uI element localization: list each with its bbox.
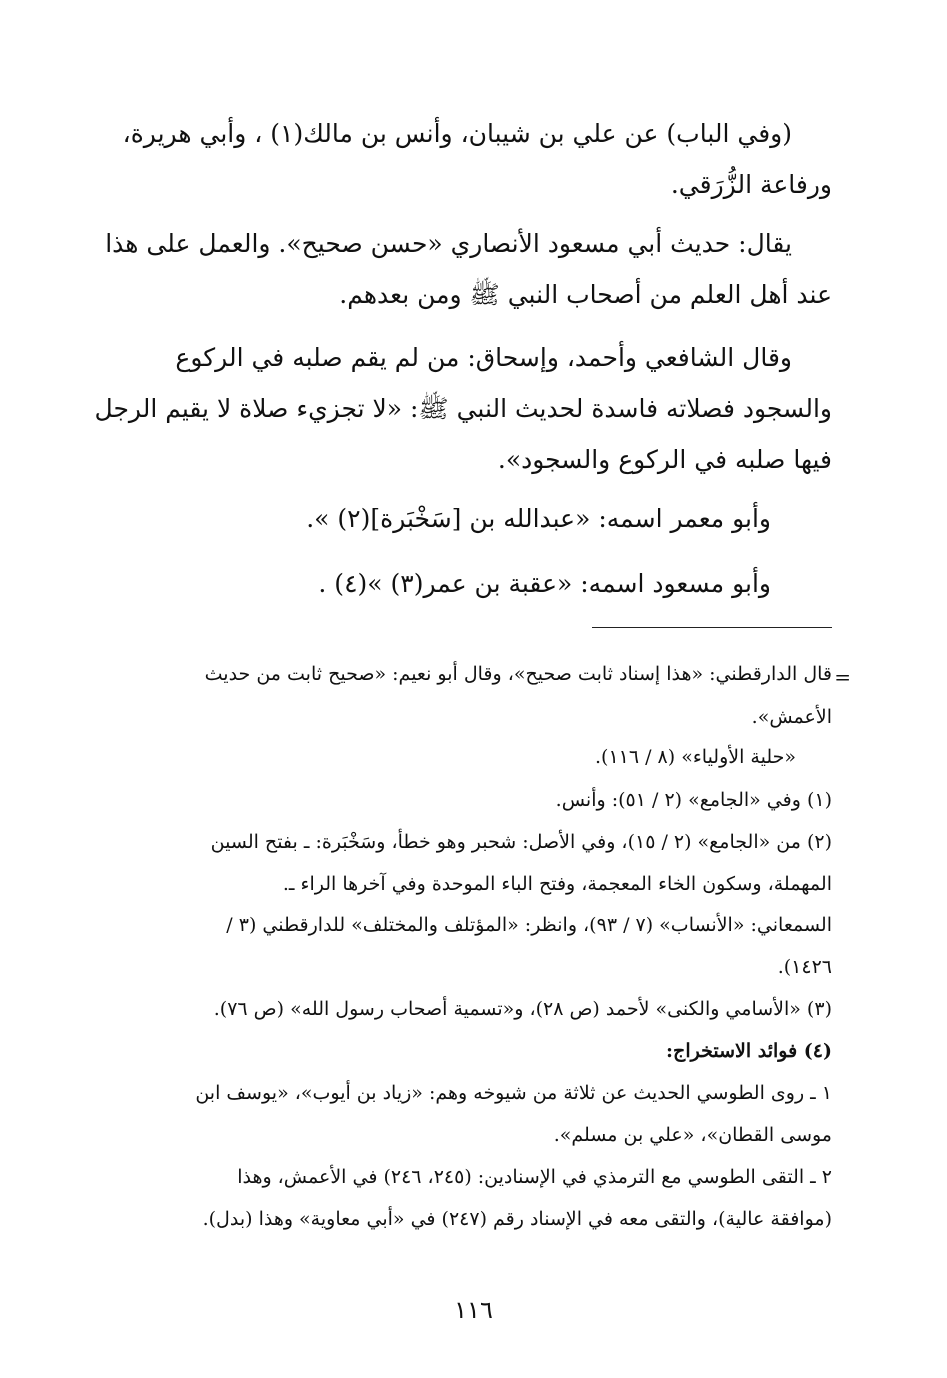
footnote-4-heading: (٤) فوائد الاستخراج: xyxy=(666,1040,832,1062)
page-number: ١١٦ xyxy=(454,1296,493,1324)
paragraph-line: وقال الشافعي وأحمد، وإسحاق: من لم يقم صلبه في الركوع xyxy=(175,343,792,372)
paragraph-grading xyxy=(105,218,832,320)
footnote-separator xyxy=(592,627,832,628)
paragraph-line: والسجود فصلاته فاسدة لحديث النبي ﷺ: «لا تجزيء صلاة لا يقيم الرجل xyxy=(94,394,832,423)
paragraph-line: فيها صلبه في الركوع والسجود». xyxy=(497,445,832,474)
paragraph-line: يقال: حديث أبي مسعود الأنصاري «حسن صحيح». والعمل على هذا xyxy=(105,229,792,258)
footnote-1: (١) وفي «الجامع» (٢ / ٥١): وأنس. xyxy=(555,789,832,811)
paragraph-in-the-chapter xyxy=(108,108,832,210)
paragraph-line: عند أهل العلم من أصحاب النبي ﷺ ومن بعدهم. xyxy=(339,280,832,309)
footnote-4-item-2: (موافقة عالية)، والتقى معه في الإسناد رقم (٢٤٧) في «أبي معاوية» وهذا (بدل). xyxy=(202,1208,832,1230)
footnote-4-item-1: موسى القطان»، «علي بن مسلم». xyxy=(553,1124,832,1146)
continuation-marker: = xyxy=(834,665,851,689)
paragraph-line: (وفي الباب) عن علي بن شيبان، وأنس بن مالك(١) ، وأبي هريرة، xyxy=(122,119,792,148)
footnote-3: (٣) «الأسامي والكنى» لأحمد (ص ٢٨)، و«تسمية أصحاب رسول الله» (ص ٧٦). xyxy=(213,998,832,1020)
footnote-2-line: المهملة، وسكون الخاء المعجمة، وفتح الباء الموحدة وفي آخرها الراء ـ. xyxy=(282,873,832,895)
footnote-continued-line: قال الدارقطني: «هذا إسناد ثابت صحيح»، وقال أبو نعيم: «صحيح ثابت من حديث xyxy=(204,663,832,685)
footnote-2-line: السمعاني: «الأنساب» (٧ / ٩٣)، وانظر: «المؤتلف والمختلف» للدارقطني (٣ / xyxy=(226,914,832,936)
paragraph-line: ورفاعة الزُّرَقي. xyxy=(670,170,832,199)
footnote-continued-line: «حلية الأولياء» (٨ / ١١٦). xyxy=(594,746,796,768)
footnote-2-line: ١٤٢٦). xyxy=(777,956,832,978)
footnote-continued-line: الأعمش». xyxy=(751,706,832,728)
narrator-name-abu-mamar: وأبو معمر اسمه: «عبدالله بن [سَخْبَرة](٢) ». xyxy=(306,504,771,533)
paragraph-scholars-opinion xyxy=(94,332,832,485)
narrator-name-abu-masud: وأبو مسعود اسمه: «عقبة بن عمر(٣) »(٤) . xyxy=(318,569,771,598)
footnote-2-line: (٢) من «الجامع» (٢ / ١٥)، وفي الأصل: شحبر وهو خطأ، وسَخْبَرة: ـ بفتح السين xyxy=(210,831,832,853)
footnote-4-item-2: ٢ ـ التقى الطوسي مع الترمذي في الإسنادين: (٢٤٥، ٢٤٦) في الأعمش، وهذا xyxy=(237,1166,832,1188)
footnote-4-item-1: ١ ـ روى الطوسي الحديث عن ثلاثة من شيوخه وهم: «زياد بن أيوب»، «يوسف ابن xyxy=(195,1082,832,1104)
